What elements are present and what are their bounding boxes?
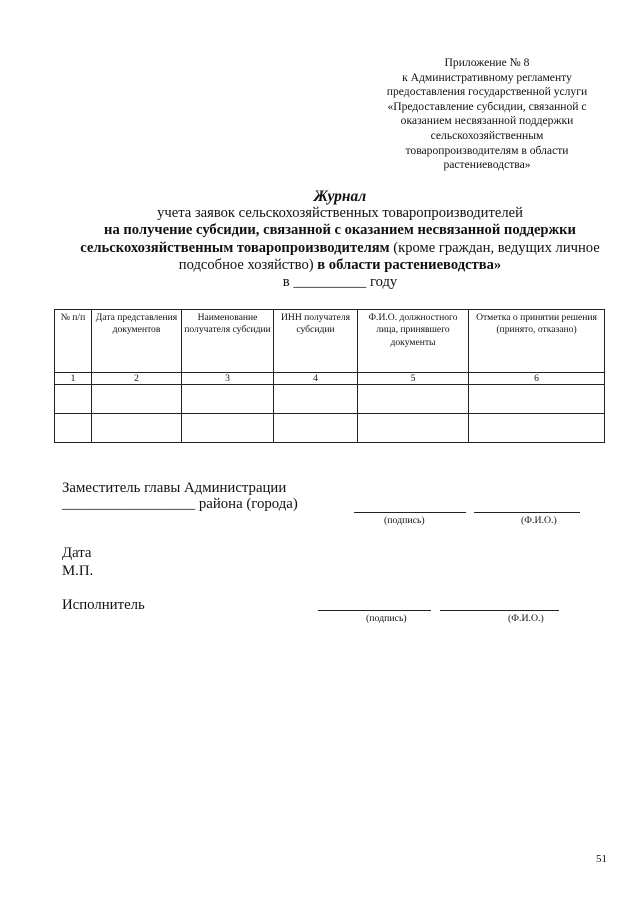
table-number-row xyxy=(55,373,605,385)
page-number: 51 xyxy=(596,853,607,865)
table-cell[interactable] xyxy=(92,414,182,443)
title-line-3 xyxy=(40,240,640,257)
executor-label: Исполнитель xyxy=(62,597,145,613)
table-cell[interactable] xyxy=(92,385,182,414)
column-number: 6 xyxy=(469,373,605,385)
seal-label: М.П. xyxy=(62,563,94,579)
name-line[interactable] xyxy=(440,610,559,611)
deputy-title: Заместитель главы Администрации xyxy=(62,480,287,496)
table-row xyxy=(55,414,605,443)
table-row xyxy=(55,385,605,414)
header-cell-inn: ИНН получателя субсидии xyxy=(274,310,358,373)
appendix-header xyxy=(370,56,604,173)
signature-line[interactable] xyxy=(318,610,431,611)
title-line-4 xyxy=(40,257,640,274)
caption-signature: (подпись) xyxy=(384,515,425,526)
table-header-row xyxy=(55,310,605,373)
appendix-line: оказанием несвязанной поддержки xyxy=(400,114,574,128)
table-cell[interactable] xyxy=(182,414,274,443)
appendix-line: товаропроизводителям в области xyxy=(405,143,569,157)
table-cell[interactable] xyxy=(469,414,605,443)
header-cell-official: Ф.И.О. должностного лица, принявшего документы xyxy=(358,310,469,373)
table-cell[interactable] xyxy=(55,414,92,443)
date-label: Дата xyxy=(62,545,92,561)
appendix-line: предоставления государственной услуги xyxy=(386,85,588,99)
table-cell[interactable] xyxy=(182,385,274,414)
appendix-line: сельскохозяйственным xyxy=(430,128,544,142)
caption-name: (Ф.И.О.) xyxy=(508,613,544,624)
column-number: 3 xyxy=(182,373,274,385)
title-line-2: на получение субсидии, связанной с оказанием несвязанной поддержки xyxy=(104,222,576,239)
header-cell-date: Дата представления документов xyxy=(92,310,182,373)
title-line-1: учета заявок сельскохозяйственных товаропроизводителей xyxy=(157,205,523,222)
table-cell[interactable] xyxy=(55,385,92,414)
deputy-district: __________________ района (города) xyxy=(62,496,298,512)
title-line-3-bold: сельскохозяйственным товаропроизводителям xyxy=(80,239,390,256)
header-cell-recipient: Наименование получателя субсидии xyxy=(182,310,274,373)
header-cell-decision: Отметка о принятии решения (принято, отказано) xyxy=(469,310,605,373)
table-cell[interactable] xyxy=(469,385,605,414)
column-number: 2 xyxy=(92,373,182,385)
header-cell-number: № п/п xyxy=(55,310,92,373)
column-number: 5 xyxy=(358,373,469,385)
caption-signature: (подпись) xyxy=(366,613,407,624)
signature-line[interactable] xyxy=(354,512,466,513)
year-line: в __________ году xyxy=(282,274,398,291)
table-cell[interactable] xyxy=(358,385,469,414)
document-title: Журнал xyxy=(313,188,367,205)
title-line-4-bold: в области растениеводства» xyxy=(317,256,502,273)
title-line-3-normal: (кроме граждан, ведущих личное xyxy=(389,239,600,256)
table-cell[interactable] xyxy=(358,414,469,443)
journal-table xyxy=(54,309,605,443)
appendix-line: растениеводства» xyxy=(443,158,531,172)
column-number: 4 xyxy=(274,373,358,385)
appendix-line: к Административному регламенту xyxy=(402,70,572,84)
name-line[interactable] xyxy=(474,512,580,513)
table-cell[interactable] xyxy=(274,414,358,443)
table-cell[interactable] xyxy=(274,385,358,414)
title-line-4-normal: подсобное хозяйство) xyxy=(178,256,318,273)
document-title-block xyxy=(40,188,640,291)
caption-name: (Ф.И.О.) xyxy=(521,515,557,526)
column-number: 1 xyxy=(55,373,92,385)
appendix-line: Приложение № 8 xyxy=(444,56,530,69)
appendix-line: «Предоставление субсидии, связанной с xyxy=(387,99,587,113)
